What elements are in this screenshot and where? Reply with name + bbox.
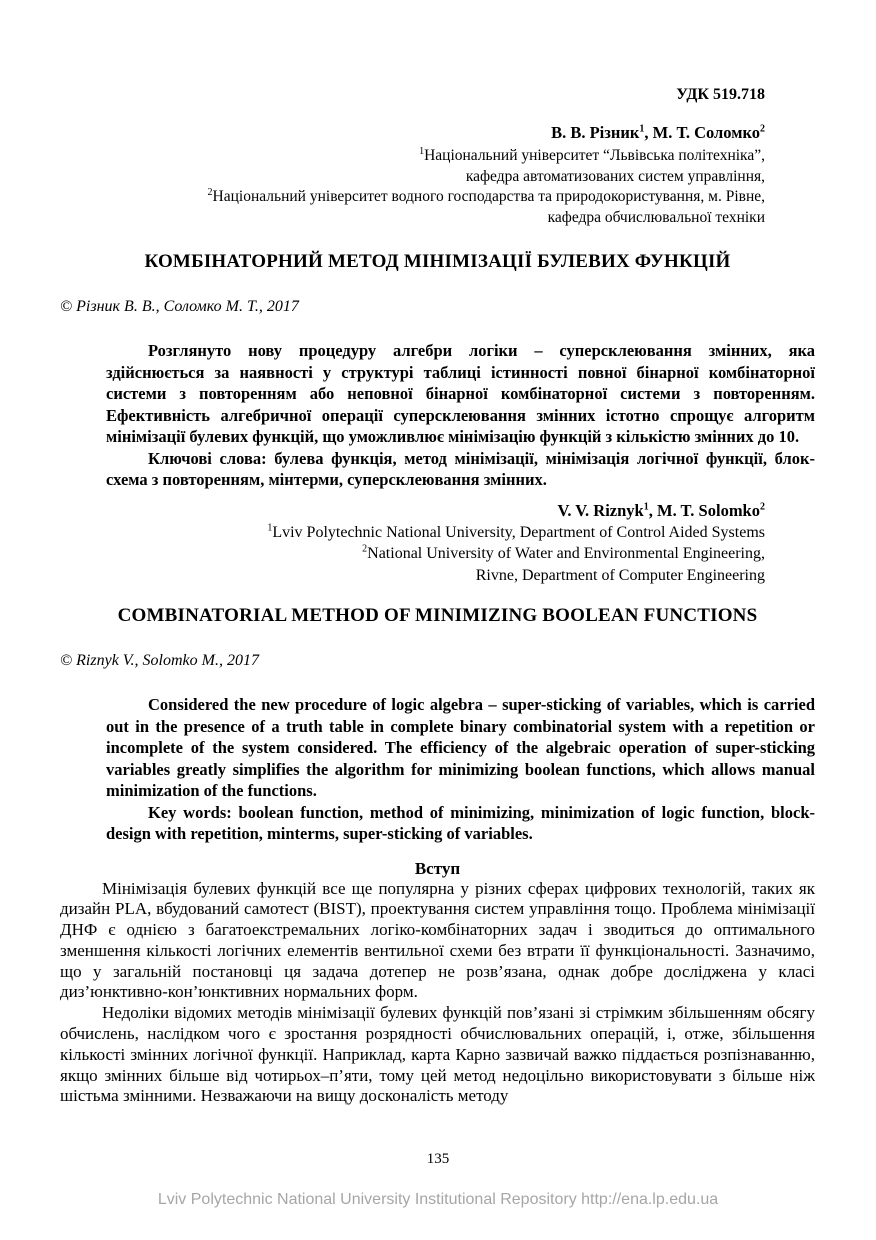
author-name-ua-2: М. Т. Соломко <box>652 123 760 142</box>
abstract-text-ua: Розглянуто нову процедуру алгебри логіки – суперсклеювання змінних, яка здійснюється за наявності у структурі таблиці істинності повної бінарної комбінаторної системи з повторенням або неповної бінарної комбінаторної системи з повторенням. Ефективність алгебричної операції суперсклеювання змінних істотно спрощує алгоритм мінімізації булевих функцій, що уможливлює мінімізацію функцій з кількістю змінних до 10. <box>106 341 815 446</box>
authors-line-en <box>60 501 815 520</box>
authors-separator-ua: , <box>644 123 653 142</box>
affiliation-superscript: 1 <box>267 522 273 534</box>
section-heading-intro: Вступ <box>414 858 461 878</box>
affiliation-superscript: 2 <box>362 543 368 555</box>
authors-separator-en: , <box>648 500 657 520</box>
abstract-block-en <box>60 694 815 845</box>
copyright-en: © Riznyk V., Solomko M., 2017 <box>60 652 259 669</box>
affiliation-superscript: 1 <box>419 145 425 157</box>
repository-footer: Lviv Polytechnic National University Institutional Repository http://ena.lp.edu.ua <box>157 1191 719 1208</box>
page-number: 135 <box>426 1151 450 1167</box>
affiliation-line <box>60 522 765 544</box>
affiliation-line <box>60 208 765 229</box>
affiliation-line <box>60 187 765 208</box>
author-name-en-1: V. V. Riznyk <box>557 500 644 520</box>
author-name-en-2: M. T. Solomko <box>657 500 760 520</box>
author-superscript-ua-1: 1 <box>639 123 645 135</box>
abstract-block-ua <box>60 340 815 491</box>
affiliation-text: кафедра обчислювальної техніки <box>547 208 765 226</box>
affiliations-ua <box>60 146 815 228</box>
author-name-ua-1: В. В. Різник <box>551 123 640 142</box>
affiliation-superscript: 2 <box>207 186 213 198</box>
affiliation-text: Національний університет водного господарства та природокористування, м. Рівне, <box>212 188 765 205</box>
affiliation-text: National University of Water and Environmental Engineering, <box>367 545 765 562</box>
paper-title-en: COMBINATORIAL METHOD OF MINIMIZING BOOLEAN FUNCTIONS <box>117 605 758 626</box>
affiliation-line <box>60 543 765 565</box>
affiliation-line <box>60 146 765 167</box>
author-superscript-en-1: 1 <box>643 501 649 512</box>
intro-paragraph-2: Недоліки відомих методів мінімізації булевих функцій пов’язані зі стрімким збільшенням обсягу обчислень, наслідком чого є зростання розрядності обчислювальних операцій, і, отже, збільшення кількості змінних логічної функції. Наприклад, карта Карно зазвичай важко піддається розпізнаванню, якщо змінних більше від чотирьох–п’яти, тому цей метод недоцільно використовувати з більше ніж шістьма змінними. Незважаючи на вищу досконалість методу <box>60 1003 815 1106</box>
keywords-ua: Ключові слова: булева функція, метод мінімізації, мінімізація логічної функції, блок-схема з повторенням, мінтерми, суперсклеювання змінних. <box>106 448 815 489</box>
udc-code: УДК 519.718 <box>676 86 765 103</box>
affiliations-en <box>60 522 815 587</box>
affiliation-line <box>60 565 765 587</box>
intro-paragraph-1: Мінімізація булевих функцій все ще популярна у різних сферах цифрових технологій, таких як дизайн PLA, вбудований самотест (BIST), проектування систем управління тощо. Проблема мінімізації ДНФ є однією з багатоекстремальних логіко-комбінаторних задач і зводиться до оптимального зменшення кількості логічних елементів вентильної схеми без втрати її функціональності. Зазначимо, що у загальній постановці ця задача дотепер не розв’язана, однак добре досліджена у класі диз’юнктивно-кон’юнктивних нормальних форм. <box>60 878 815 1002</box>
abstract-text-en: Considered the new procedure of logic algebra – super-sticking of variables, which is carried out in the presence of a truth table in complete binary combinatorial system with a repetition or incomplete of the system considered. The efficiency of the algebraic operation of super-sticking variables greatly simplifies the algorithm for minimizing boolean functions, which allows manual minimization of the functions. <box>106 695 815 800</box>
affiliation-text: кафедра автоматизованих систем управління, <box>465 167 765 185</box>
affiliation-text: Lviv Polytechnic National University, Department of Control Aided Systems <box>272 523 765 541</box>
affiliation-text: Rivne, Department of Computer Engineering <box>475 566 765 584</box>
authors-line-ua <box>60 123 815 142</box>
author-superscript-en-2: 2 <box>760 501 765 512</box>
intro-body <box>60 879 815 1108</box>
paper-title-ua: КОМБІНАТОРНИЙ МЕТОД МІНІМІЗАЦІЇ БУЛЕВИХ ФУНКЦІЙ <box>144 251 731 272</box>
affiliation-text: Національний університет “Львівська політехніка”, <box>424 147 765 164</box>
affiliation-line <box>60 167 765 188</box>
copyright-ua: © Різник В. В., Соломко М. Т., 2017 <box>60 298 299 315</box>
author-superscript-ua-2: 2 <box>760 123 765 135</box>
keywords-en: Key words: boolean function, method of minimizing, minimization of logic function, block-design with repetition, minterms, super-sticking of variables. <box>106 802 815 843</box>
